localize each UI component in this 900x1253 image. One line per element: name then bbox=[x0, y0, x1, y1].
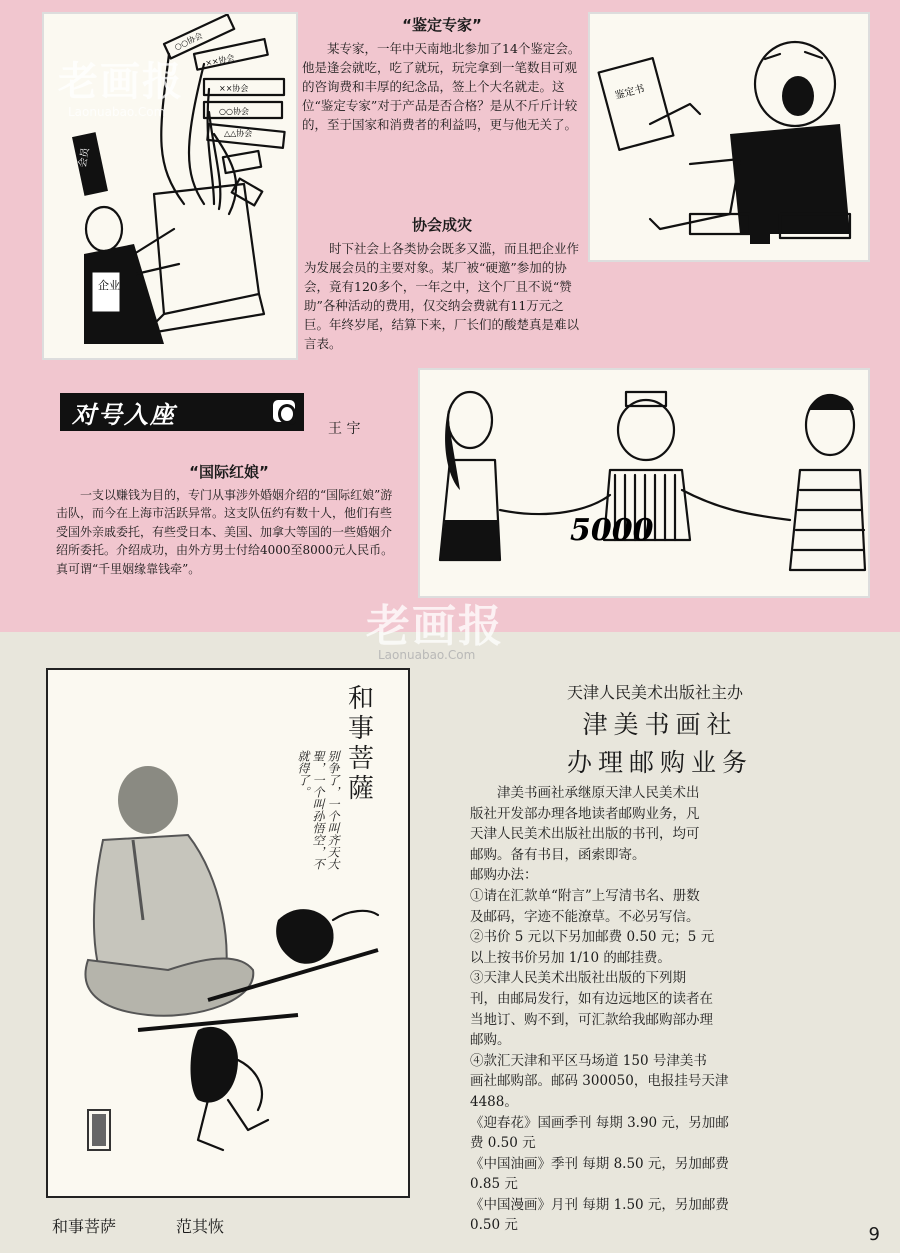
ad-line: 费 0.50 元 bbox=[470, 1135, 536, 1152]
card-label-3: ××协会 bbox=[219, 84, 249, 93]
ad-line: ③天津人民美术出版社出版的下列期 bbox=[470, 970, 686, 987]
ad-service: 办理邮购业务 bbox=[566, 748, 753, 777]
section-matchmaker bbox=[56, 463, 402, 578]
ad-line: 4488。 bbox=[470, 1093, 518, 1110]
painting-title: 和事菩薩 bbox=[347, 684, 374, 804]
ad-line: ④款汇天津和平区马场道 150 号津美书 bbox=[470, 1052, 707, 1069]
column-author: 王 宇 bbox=[328, 421, 361, 437]
page-number: 9 bbox=[868, 1224, 880, 1245]
watermark-url: Laonuabao.Com bbox=[378, 648, 476, 662]
ad-line: 邮购。 bbox=[470, 1032, 511, 1049]
ad-line: ②书价 5 元以下另加邮费 0.50 元；5 元 bbox=[470, 929, 715, 946]
tv-icon bbox=[270, 397, 298, 425]
watermark-text: 老画报 bbox=[366, 601, 504, 652]
column-banner bbox=[60, 393, 304, 431]
painting-peacemaker-bodhisattva bbox=[46, 668, 410, 1198]
watermark-url: Laonuabao.Com bbox=[68, 105, 166, 119]
ad-line: 画社邮购部。邮码 300050，电报挂号天津 bbox=[470, 1073, 729, 1090]
column-name: 对号入座 bbox=[72, 400, 176, 429]
ad-line: 邮购办法： bbox=[470, 867, 538, 884]
ad-line: 0.85 元 bbox=[470, 1176, 518, 1193]
section-matchmaker-title: “国际红娘” bbox=[189, 463, 269, 481]
card-label-4: ○○协会 bbox=[219, 107, 249, 116]
card-label-1: ○○协会 bbox=[173, 30, 205, 52]
ad-line: 0.50 元 bbox=[470, 1217, 518, 1234]
cartoon-appraisal-expert bbox=[588, 12, 870, 262]
money-label: 5000 bbox=[570, 513, 654, 548]
ad-body bbox=[470, 783, 850, 1236]
ad-line: 《迎春花》国画季刊 每期 3.90 元，另加邮 bbox=[470, 1114, 729, 1131]
section-matchmaker-body: 一支以赚钱为目的，专门从事涉外婚姻介绍的“国际红娘”游击队，而今在上海市活跃异常。这支队伍约有数十人，他们有些受国外亲戚委托，有些受日本、美国、加拿大等国的一些婚姻介绍所委托。介绍成功，由外方男士付给4000至8000元人民币。真可谓“千里姻缘靠钱牵”。 bbox=[56, 487, 394, 576]
caption-artist: 范其恢 bbox=[176, 1217, 225, 1236]
ad-line: 邮购。备有书目，函索即寄。 bbox=[470, 846, 646, 863]
ad-line: 及邮码，字迹不能潦草。不必另写信。 bbox=[470, 908, 700, 925]
mail-order-ad bbox=[470, 680, 850, 1236]
section-expert bbox=[302, 16, 582, 134]
ad-line: 刊，由邮局发行，如有边远地区的读者在 bbox=[470, 990, 713, 1007]
ad-line: 版社开发部办理各地读者邮购业务，凡 bbox=[470, 805, 700, 822]
painting-inscription: 别争了，一个叫齐天大聖，一个叫孙悟空，不就得了。 bbox=[296, 750, 340, 870]
cartoon-international-matchmaker bbox=[418, 368, 870, 598]
ad-line: 以上按书价另加 1/10 的邮挂费。 bbox=[470, 949, 671, 966]
section-expert-title: “鉴定专家” bbox=[402, 16, 482, 34]
ad-line: ①请在汇款单“附言”上写清书名、册数 bbox=[470, 887, 700, 904]
ad-line: 《中国油画》季刊 每期 8.50 元，另加邮费 bbox=[470, 1155, 729, 1172]
ad-line: 《中国漫画》月刊 每期 1.50 元，另加邮费 bbox=[470, 1196, 729, 1213]
section-associations bbox=[304, 216, 580, 353]
caption-title: 和事菩萨 bbox=[52, 1217, 117, 1236]
ad-sponsor: 天津人民美术出版社主办 bbox=[566, 683, 743, 702]
body-tag-label: 企业 bbox=[98, 279, 120, 292]
card-label-2: ××协会 bbox=[204, 53, 236, 68]
ad-line: 当地订、购不到，可汇款给我邮购部办理 bbox=[470, 1011, 713, 1028]
section-associations-title: 协会成灾 bbox=[411, 216, 472, 234]
watermark-text: 老画报 bbox=[58, 59, 184, 105]
section-associations-body: 时下社会上各类协会既多又滥，而且把企业作为发展会员的主要对象。某厂被“硬邀”参加的协会，竟有120多个，一年之中，这个厂且不说“赞助”各种活动的费用，仅交纳会费就有11万元之巨。年终岁尾，结算下来，厂长们的酸楚真是难以言表。 bbox=[304, 241, 580, 351]
ad-name: 津美书画社 bbox=[582, 710, 738, 739]
ad-line: 津美书画社承继原天津人民美术出 bbox=[470, 785, 700, 801]
hat-label: 会员 bbox=[77, 146, 92, 169]
card-label-5: △△协会 bbox=[224, 129, 253, 138]
section-expert-body: 某专家，一年中天南地北参加了14个鉴定会。他是逢会就吃，吃了就玩，玩完拿到一笔数目可观的咨询费和丰厚的纪念品，签上个大名就走。这位“鉴定专家”对于产品是否合格？是从不斤斤计较的，至于国家和消费者的利益吗，更与他无关了。 bbox=[302, 41, 581, 132]
ad-line: 天津人民美术出版社出版的书刊，均可 bbox=[470, 826, 700, 843]
doc-label: 鉴定书 bbox=[613, 83, 646, 102]
